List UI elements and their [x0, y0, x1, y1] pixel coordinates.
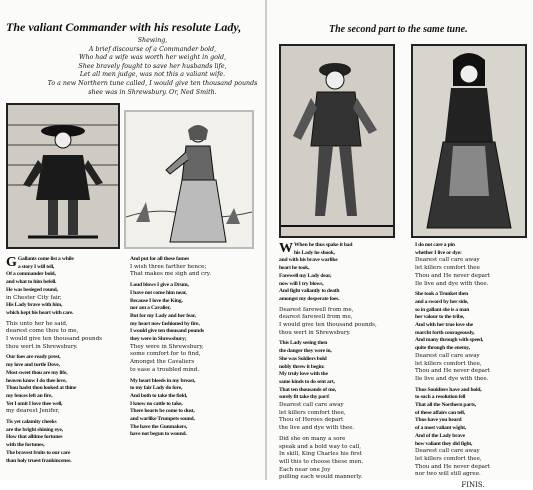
verse-line: than holy truest frankincense. — [6, 457, 72, 464]
verse-column-right-2 — [415, 242, 531, 490]
verse-line: Of a commander bold, — [6, 271, 56, 278]
verse-line: Tis yet calamity cheeks — [6, 419, 57, 426]
verse-line: Thou hadst thou looked at thine — [6, 385, 77, 392]
verse-line: The have the Gunmakers, — [130, 423, 188, 430]
woodcut-commander — [6, 103, 120, 249]
verse-column-left-1 — [6, 256, 120, 468]
verse-line: I wish three farther hence; — [130, 263, 207, 270]
verse-line: the danger they were in, — [279, 348, 332, 355]
verse-line: so in gallant she is a man — [415, 306, 470, 313]
verse-line: I have not come him near, — [130, 289, 187, 296]
stanza — [279, 340, 403, 432]
verse-line: and a sword by her side, — [415, 298, 469, 305]
verse-line: Thou of Heroes depart — [279, 417, 344, 424]
verse-line: I would give ten thousand pounds — [6, 336, 103, 343]
verse-line: How that alltime fortunes — [6, 434, 63, 441]
verse-line: let killers comfort thee, — [415, 455, 482, 462]
verse-line: let killers comfort thee, — [415, 360, 482, 367]
intro-line: To a new Northern tune called, I would give ten thousand pounds — [47, 79, 258, 87]
verse-line: to such a resolution fell — [415, 394, 466, 401]
woodcut-gentleman — [279, 44, 395, 238]
verse-line: which kept his heart with care. — [6, 309, 74, 316]
verse-line: That ten thousands of me, — [279, 386, 337, 393]
verse-line: And with her true love she — [415, 322, 473, 329]
verse-line: of a most valiant wight, — [415, 425, 466, 432]
verse-line: let killers comfort thee — [415, 265, 480, 272]
verse-column-right-1 — [279, 242, 403, 485]
verse-line: This Lady seeing then — [279, 340, 328, 347]
verse-line: Yet I omit I love thee well, — [6, 400, 63, 407]
drop-cap: W — [279, 241, 293, 256]
verse-line: This unto her he said, — [6, 320, 68, 327]
stanza — [279, 436, 403, 482]
verse-line: my dearest Jenifer, — [6, 408, 60, 415]
right-page — [267, 0, 533, 490]
intro-line: Shee bravely fought to save her husbands life, — [78, 62, 227, 70]
verse-line: And of the Lady brave — [415, 432, 465, 439]
verse-line: Because I love the King, — [130, 297, 183, 304]
verse-line: Farewell my Lady dear, — [279, 272, 332, 279]
verse-line: marcht forth courageously, — [415, 329, 475, 336]
verse-column-left-2 — [130, 256, 262, 442]
woodcut-lady — [124, 110, 254, 249]
verse-line: in Chester City fair, — [6, 294, 62, 301]
intro-line: shee was in Shrewsbury. Or, Ned Smith. — [88, 88, 217, 96]
intro-line: Let all men judge, was not this a valiant wife. — [79, 71, 226, 79]
verse-line: Ile live and dye with thee. — [415, 375, 489, 382]
verse-line: Each near one Joy — [279, 466, 331, 473]
verse-line: now will I try blows, — [279, 280, 324, 287]
stanza — [130, 282, 262, 374]
stanza — [415, 291, 531, 383]
stanza — [415, 387, 531, 479]
verse-line: the live and dye with thee. — [279, 425, 355, 432]
verse-line: how valiant they did fight, — [415, 440, 473, 447]
second-part-title: The second part to the same tune. — [329, 24, 468, 35]
verse-line: That all the Northern parts, — [415, 402, 477, 409]
verse-line: She was Soldiers bold — [279, 355, 327, 362]
verse-line: Thou and He never depart — [415, 368, 490, 375]
verse-line: I know no cattle to take, — [130, 400, 183, 407]
verse-line: Gallants come list a while — [17, 256, 74, 262]
intro-line: Who had a wife was worth her weight in gold, — [78, 54, 227, 62]
verse-line: Dearest farewell from me, — [279, 306, 354, 313]
verse-line: Most sweet thou are my life, — [6, 369, 68, 376]
verse-line: They were in Shrewsbury, — [130, 343, 204, 350]
verse-line: my heart now fashioned by fire, — [130, 320, 200, 327]
stanza — [279, 242, 403, 304]
ballad-intro — [40, 37, 265, 97]
verse-line: have not begun to wound. — [130, 431, 187, 438]
verse-line: quite through the enemy, — [415, 345, 470, 352]
verse-line: nobly threw it begin: — [279, 363, 325, 370]
verse-line: My heart bleeds in my breast, — [130, 377, 196, 384]
verse-line: I do not care a pin — [415, 242, 455, 248]
stanza — [130, 378, 262, 440]
verse-line: let killers comfort thee, — [279, 409, 346, 416]
verse-line: I would give ten thousand pounds — [130, 328, 204, 335]
verse-line: And put for all these fames — [130, 256, 189, 262]
verse-line: Ile live and dye with thee. — [415, 280, 489, 287]
stanza — [130, 256, 262, 279]
stanza — [6, 321, 120, 352]
verse-line: She took a Trunket then — [415, 291, 469, 298]
verse-line: my fences left an fire, — [6, 392, 53, 399]
verse-line: The bravest fruits to our care — [6, 449, 71, 456]
finis-mark: FINIS. — [461, 481, 485, 490]
verse-line: In skill, King Charles his first — [279, 451, 362, 458]
verse-line: Dearest call care away — [415, 352, 480, 359]
verse-line: a story I will tell, — [17, 263, 55, 270]
verse-line: his Lady he shook, — [294, 249, 335, 256]
verse-line: Dearest call care away — [415, 448, 480, 455]
verse-line: whether I live or dye: — [415, 249, 462, 256]
verse-line: of these affairs can tell, — [415, 409, 465, 416]
verse-line: Thus have you heard — [415, 417, 462, 424]
verse-line: thou wert in Shrewsbury. — [6, 343, 78, 350]
verse-line: When he thus spake it had — [294, 242, 353, 248]
verse-line: Thou and He never depart — [415, 272, 490, 279]
woodcut-gentlewoman — [411, 44, 527, 238]
stanza — [415, 242, 531, 288]
intro-line: Shewing, — [137, 37, 168, 44]
verse-line: thou wert in Shrewsbury. — [279, 329, 351, 336]
verse-line: I would give ten thousand pounds, — [279, 322, 377, 329]
verse-line: That makes me sigh and cry. — [130, 271, 211, 278]
verse-line: There hearts be come to dust, — [130, 408, 195, 415]
verse-line: heaven know I do thee love, — [6, 377, 67, 384]
verse-line: Dearest call care away — [415, 257, 480, 264]
verse-line: some comfort for to find, — [130, 351, 201, 358]
verse-line: heart he took, — [279, 265, 310, 272]
verse-line: Did she on many a sore — [279, 435, 346, 442]
verse-line: Loud blows I give a Drum, — [130, 282, 189, 289]
intro-line: A brief discourse of a Commander bold, — [88, 45, 217, 53]
stanza — [279, 307, 403, 338]
verse-line: His Lady brave with him, — [6, 302, 63, 309]
verse-line: dearest come thou to me, — [6, 328, 79, 335]
verse-line: speak and a bold way to call, — [279, 443, 362, 450]
verse-line: my love and turtle Dove, — [6, 362, 60, 369]
verse-line: are the bright shining eye, — [6, 426, 63, 433]
verse-line: surely fit take thy part! — [279, 394, 330, 401]
verse-line: Dearest call care away — [279, 402, 344, 409]
verse-line: same kinds to do sent art, — [279, 378, 335, 385]
verse-line: Thus Souldiers have and hold, — [415, 386, 482, 393]
verse-line: He was besieged round, — [6, 286, 58, 293]
ballad-title: The valiant Commander with his resolute Lady, — [6, 20, 242, 34]
stanza — [6, 419, 120, 465]
verse-line: amongst my desperate foes. — [279, 295, 340, 302]
verse-line: they were in Shrewsbury; — [130, 336, 187, 343]
verse-line: dearest farewell from me, — [279, 314, 353, 321]
stanza — [6, 354, 120, 416]
verse-line: will this to choose these men. — [279, 458, 364, 465]
verse-line: and with his brave warlike — [279, 257, 338, 264]
verse-line: nor two will still agree. — [415, 471, 481, 478]
verse-line: And fight valiantly to death — [279, 288, 340, 295]
verse-line: Our foes are ready prest, — [6, 354, 61, 361]
verse-line: and what to him befell. — [6, 279, 57, 286]
verse-line: to my fair Lady do fore, — [130, 385, 183, 392]
verse-line: with the fortunes, — [6, 442, 45, 449]
verse-line: My truly love with the — [279, 371, 328, 378]
verse-line: her valour to the tribe, — [415, 314, 465, 321]
verse-line: nor am a Cavalier, — [130, 305, 171, 312]
verse-line: and warlike Trumpets sound, — [130, 416, 195, 423]
verse-line: And both to take the field, — [130, 392, 188, 399]
verse-line: pulling each would mannerly. — [279, 474, 363, 481]
stanza — [6, 256, 120, 318]
verse-line: Thou and He never depart — [415, 463, 490, 470]
verse-line: Amongst the Cavaliers — [130, 359, 195, 366]
verse-line: But for my Lady and her fear, — [130, 312, 196, 319]
left-page — [0, 0, 266, 480]
verse-line: to ease a troubled mind. — [130, 366, 200, 373]
verse-line: And many through with speed, — [415, 337, 484, 344]
drop-cap: G — [6, 255, 17, 270]
